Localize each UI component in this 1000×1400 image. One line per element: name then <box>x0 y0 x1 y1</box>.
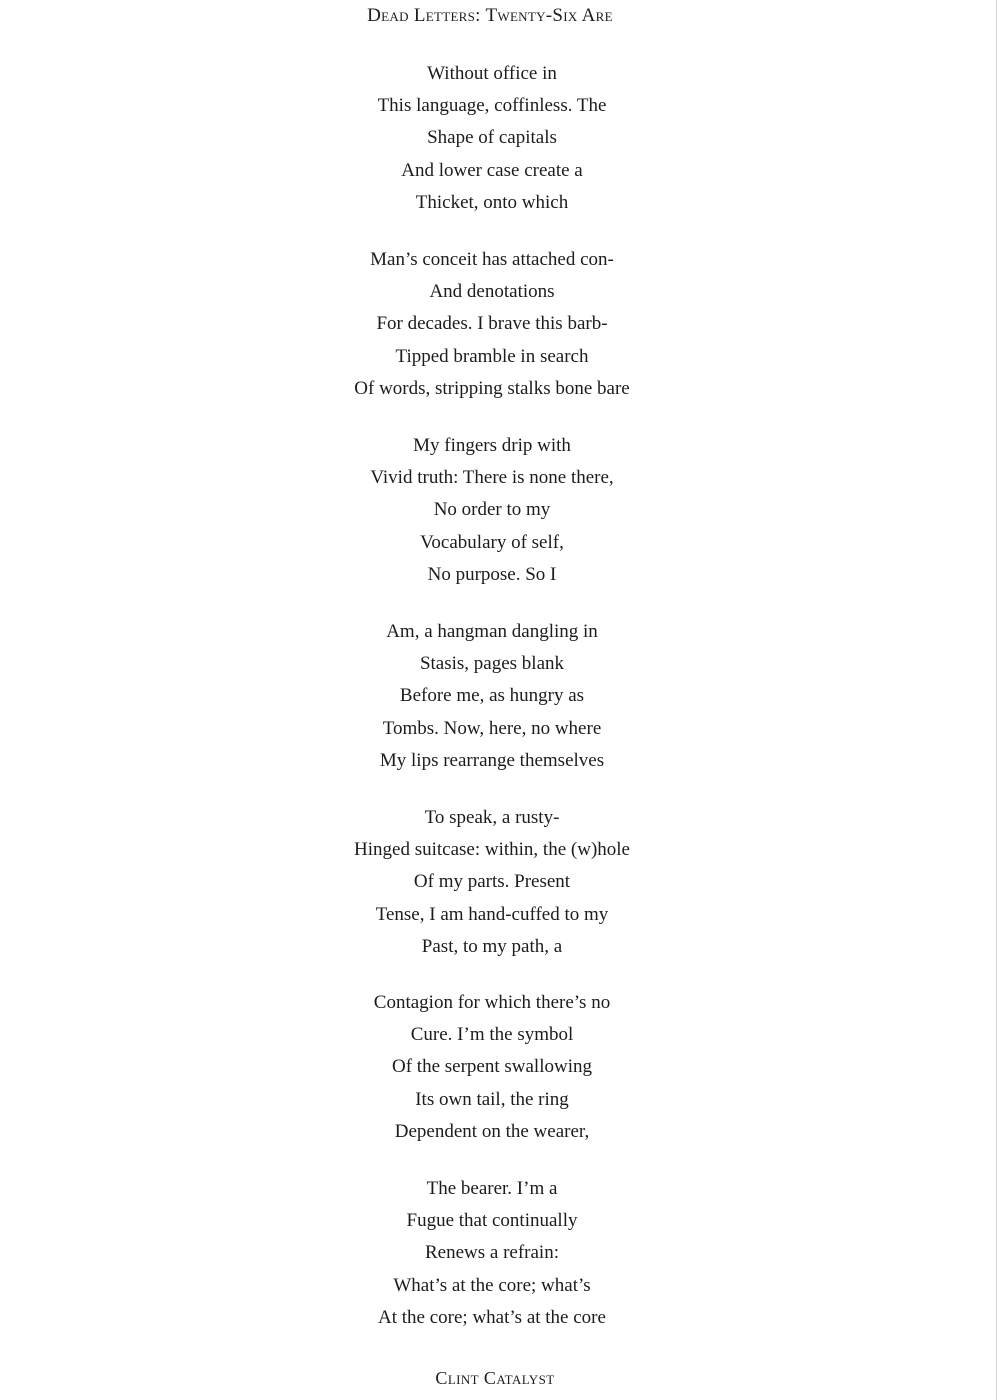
poem-line: Dependent on the wearer, <box>394 1120 590 1142</box>
poem-line: Past, to my path, a <box>421 935 563 957</box>
page-edge-divider <box>996 0 997 1400</box>
poem-line: Without office in <box>427 63 557 84</box>
stanza-4 <box>0 616 984 777</box>
poem-line: No order to my <box>433 499 551 521</box>
poem-line: No purpose. So I <box>427 563 557 585</box>
poem-line: Man’s conceit has attached con- <box>370 249 614 270</box>
poem-line: Fugue that continually <box>406 1210 578 1232</box>
poem-line: Of the serpent swallowing <box>392 1056 592 1078</box>
poem-line: Shape of capitals <box>427 127 557 149</box>
poem-line: This language, coffinless. The <box>377 95 607 117</box>
poem-line: The bearer. I’m a <box>426 1178 558 1199</box>
poem-line: At the core; what’s at the core <box>378 1306 606 1328</box>
poem-line: Vocabulary of self, <box>420 531 564 553</box>
poem-line: Its own tail, the ring <box>415 1088 569 1110</box>
stanza-5 <box>0 802 984 963</box>
poem-line: Tense, I am hand-cuffed to my <box>375 903 609 925</box>
poem-line: Tombs. Now, here, no where <box>382 717 602 739</box>
poem-line: To speak, a rusty- <box>424 807 560 828</box>
poem-line: Vivid truth: There is none there, <box>370 467 614 489</box>
stanza-7 <box>0 1173 984 1334</box>
poem-line: Hinged suitcase: within, the (w)hole <box>354 839 630 861</box>
poem-line: Am, a hangman dangling in <box>386 621 598 642</box>
poem-line: My lips rearrange themselves <box>379 749 605 771</box>
poem-line: Thicket, onto which <box>415 191 569 213</box>
poem-line: For decades. I brave this barb- <box>376 313 608 335</box>
poem-title: Dead Letters: Twenty-Six Are <box>367 5 613 26</box>
poem-line: Tipped bramble in search <box>395 345 589 367</box>
poem-line: Of words, stripping stalks bone bare <box>354 377 630 399</box>
poem-line: And lower case create a <box>401 159 583 181</box>
poem-author: Clint Catalyst <box>435 1368 555 1388</box>
poem-line: Contagion for which there’s no <box>373 992 611 1013</box>
poem-line: My fingers drip with <box>413 435 571 456</box>
poem-line: Renews a refrain: <box>425 1242 559 1264</box>
stanza-6 <box>0 987 984 1148</box>
stanza-1 <box>0 58 984 219</box>
poem-line: Before me, as hungry as <box>399 685 585 707</box>
poem-line: And denotations <box>429 281 555 303</box>
stanza-3 <box>0 430 984 591</box>
stanza-2 <box>0 244 984 405</box>
poem-line: Stasis, pages blank <box>419 653 565 675</box>
poem-line: Cure. I’m the symbol <box>410 1024 574 1046</box>
poem-line: Of my parts. Present <box>413 871 571 893</box>
poem-line: What’s at the core; what’s <box>393 1274 591 1296</box>
